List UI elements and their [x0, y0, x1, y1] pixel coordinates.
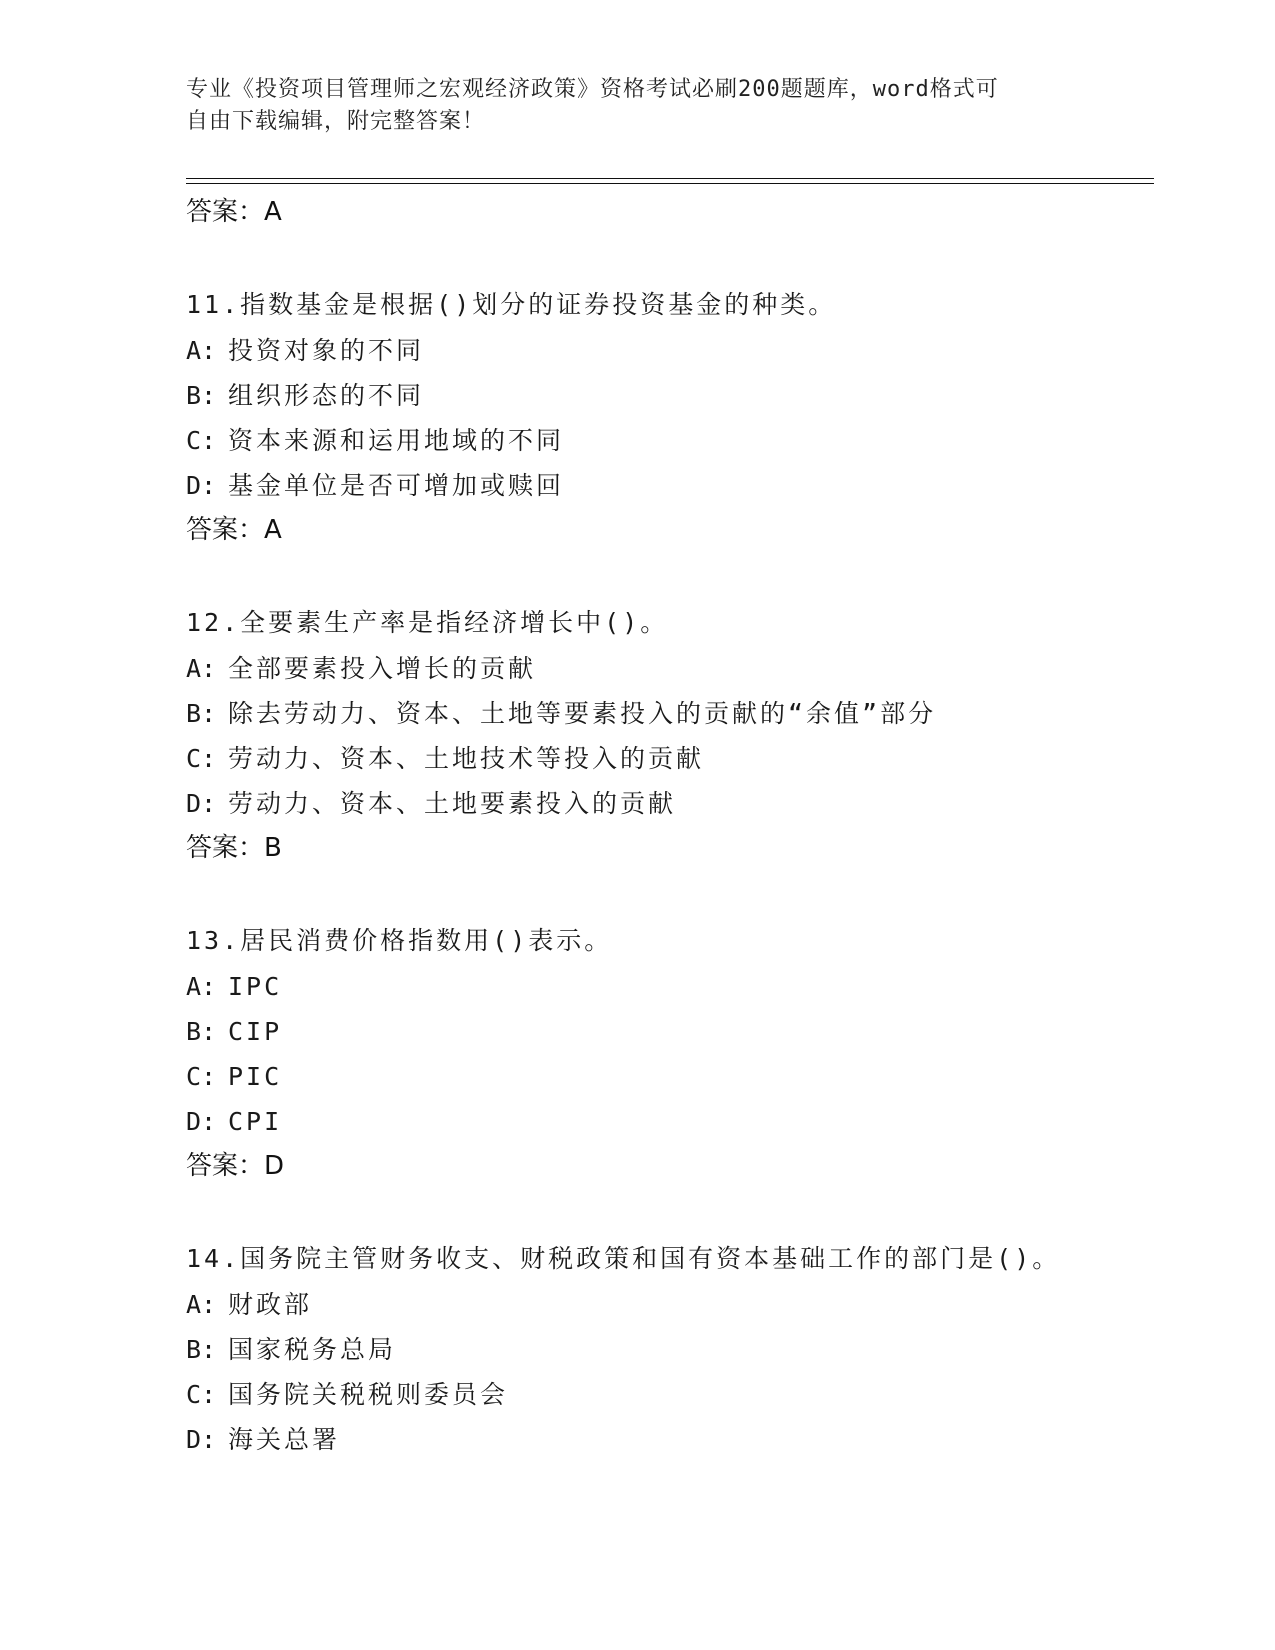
answer-line: 答案：A [186, 515, 282, 545]
option-text: IPC [228, 972, 283, 1001]
option-text: 劳动力、资本、土地技术等投入的贡献 [228, 744, 705, 773]
option-text: CIP [228, 1017, 283, 1046]
option-text: 除去劳动力、资本、土地等要素投入的贡献的“余值”部分 [228, 699, 937, 728]
option-b [186, 691, 1154, 736]
option-c [186, 1372, 1154, 1417]
option-d [186, 1417, 1154, 1462]
option-letter: B: [186, 1017, 217, 1046]
question-12 [186, 600, 1154, 870]
option-b [186, 1327, 1154, 1372]
option-a [186, 1282, 1154, 1327]
option-text: 基金单位是否可增加或赎回 [228, 471, 565, 500]
option-text: 全部要素投入增长的贡献 [228, 654, 537, 683]
option-letter: C: [186, 426, 217, 455]
option-text: 组织形态的不同 [228, 381, 425, 410]
page-header [186, 74, 1086, 138]
option-text: PIC [228, 1062, 283, 1091]
option-text: 财政部 [228, 1290, 313, 1319]
option-letter: D: [186, 789, 217, 818]
header-divider [186, 178, 1154, 184]
option-letter: A: [186, 654, 217, 683]
option-text: CPI [228, 1107, 283, 1136]
option-a [186, 646, 1154, 691]
option-text: 国务院关税税则委员会 [228, 1380, 509, 1409]
question-14 [186, 1236, 1154, 1462]
option-d [186, 781, 1154, 826]
option-b [186, 373, 1154, 418]
option-letter: B: [186, 381, 217, 410]
option-letter: A: [186, 972, 217, 1001]
option-text: 资本来源和运用地域的不同 [228, 426, 565, 455]
answer-line: 答案：A [186, 197, 282, 227]
option-c [186, 1054, 1154, 1099]
option-c [186, 736, 1154, 781]
question-11 [186, 282, 1154, 552]
option-d [186, 463, 1154, 508]
option-letter: D: [186, 471, 217, 500]
answer-line: 答案：B [186, 833, 282, 863]
option-text: 投资对象的不同 [228, 336, 425, 365]
option-d [186, 1099, 1154, 1144]
question-stem: 12.全要素生产率是指经济增长中()。 [186, 608, 669, 637]
option-letter: D: [186, 1107, 217, 1136]
question-content [186, 190, 1154, 1462]
option-letter: C: [186, 1380, 217, 1409]
answer-line: 答案：D [186, 1151, 285, 1181]
option-letter: C: [186, 744, 217, 773]
question-stem: 13.居民消费价格指数用()表示。 [186, 926, 613, 955]
option-c [186, 418, 1154, 463]
option-text: 国家税务总局 [228, 1335, 397, 1364]
option-letter: B: [186, 699, 217, 728]
option-a [186, 328, 1154, 373]
option-letter: A: [186, 1290, 217, 1319]
option-text: 劳动力、资本、土地要素投入的贡献 [228, 789, 677, 818]
option-b [186, 1009, 1154, 1054]
option-letter: B: [186, 1335, 217, 1364]
question-13 [186, 918, 1154, 1188]
header-line-2: 自由下载编辑，附完整答案！ [186, 109, 486, 134]
question-stem: 14.国务院主管财务收支、财税政策和国有资本基础工作的部门是()。 [186, 1244, 1061, 1273]
option-text: 海关总署 [228, 1425, 341, 1454]
header-line-1: 专业《投资项目管理师之宏观经济政策》资格考试必刷200题题库，word格式可 [186, 77, 999, 102]
option-letter: D: [186, 1425, 217, 1454]
option-a [186, 964, 1154, 1009]
question-stem: 11.指数基金是根据()划分的证券投资基金的种类。 [186, 290, 837, 319]
option-letter: A: [186, 336, 217, 365]
option-letter: C: [186, 1062, 217, 1091]
